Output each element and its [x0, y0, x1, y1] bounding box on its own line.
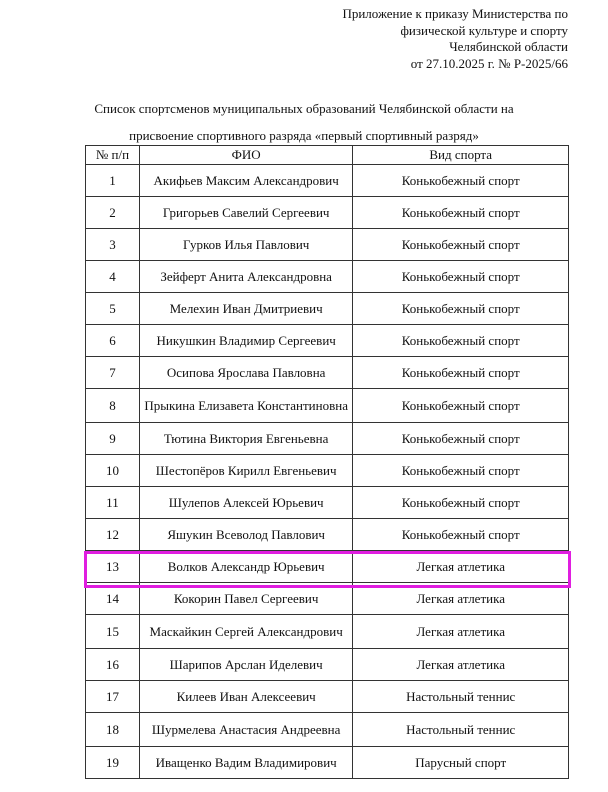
athlete-name: Яшукин Всеволод Павлович — [139, 519, 353, 551]
table-row — [86, 455, 569, 487]
athlete-name: Тютина Виктория Евгеньевна — [139, 423, 353, 455]
athlete-name: Никушкин Владимир Сергеевич — [139, 325, 353, 357]
sport-name: Конькобежный спорт — [353, 487, 569, 519]
athlete-name: Шурмелева Анастасия Андреевна — [139, 713, 353, 747]
order-reference — [342, 6, 568, 72]
document-title-line: присвоение спортивного разряда «первый спортивный разряд» — [129, 128, 479, 143]
sport-name: Конькобежный спорт — [353, 197, 569, 229]
document-title-line: Список спортсменов муниципальных образований Челябинской области на — [94, 101, 514, 116]
athlete-name: Григорьев Савелий Сергеевич — [139, 197, 353, 229]
sport-name: Настольный теннис — [353, 713, 569, 747]
athlete-name: Гурков Илья Павлович — [139, 229, 353, 261]
athlete-name: Шулепов Алексей Юрьевич — [139, 487, 353, 519]
table-row — [86, 747, 569, 779]
document-title — [0, 95, 608, 149]
column-header-sport: Вид спорта — [353, 146, 569, 165]
sport-name: Конькобежный спорт — [353, 293, 569, 325]
order-reference-line: Челябинской области — [449, 39, 568, 54]
table-row — [86, 487, 569, 519]
row-number: 3 — [86, 229, 140, 261]
athlete-name: Мелехин Иван Дмитриевич — [139, 293, 353, 325]
sport-name: Конькобежный спорт — [353, 261, 569, 293]
sport-name: Конькобежный спорт — [353, 455, 569, 487]
row-number: 19 — [86, 747, 140, 779]
sport-name: Конькобежный спорт — [353, 325, 569, 357]
table-row — [86, 197, 569, 229]
row-number: 2 — [86, 197, 140, 229]
row-number: 13 — [86, 551, 140, 583]
sport-name: Настольный теннис — [353, 681, 569, 713]
athlete-name: Иващенко Вадим Владимирович — [139, 747, 353, 779]
sport-name: Конькобежный спорт — [353, 423, 569, 455]
athlete-name: Волков Александр Юрьевич — [139, 551, 353, 583]
sport-name: Легкая атлетика — [353, 551, 569, 583]
sport-name: Конькобежный спорт — [353, 389, 569, 423]
order-reference-line: Приложение к приказу Министерства по — [342, 6, 568, 21]
row-number: 1 — [86, 165, 140, 197]
sport-name: Легкая атлетика — [353, 583, 569, 615]
row-number: 5 — [86, 293, 140, 325]
table-row — [86, 519, 569, 551]
row-number: 10 — [86, 455, 140, 487]
table-row — [86, 261, 569, 293]
row-number: 14 — [86, 583, 140, 615]
sport-name: Конькобежный спорт — [353, 519, 569, 551]
athlete-name: Маскайкин Сергей Александрович — [139, 615, 353, 649]
table-row — [86, 229, 569, 261]
table-row — [86, 293, 569, 325]
table-row — [86, 713, 569, 747]
row-number: 16 — [86, 649, 140, 681]
order-reference-date: от 27.10.2025 г. № Р-2025/66 — [410, 55, 568, 71]
athlete-name: Акифьев Максим Александрович — [139, 165, 353, 197]
table-row — [86, 615, 569, 649]
column-header-name: ФИО — [139, 146, 353, 165]
column-header-number: № п/п — [86, 146, 140, 165]
row-number: 11 — [86, 487, 140, 519]
table-row — [86, 423, 569, 455]
table-row — [86, 357, 569, 389]
row-number: 15 — [86, 615, 140, 649]
order-reference-line: физической культуре и спорту — [400, 22, 568, 38]
row-number: 4 — [86, 261, 140, 293]
sport-name: Парусный спорт — [353, 747, 569, 779]
table-row — [86, 389, 569, 423]
row-number: 6 — [86, 325, 140, 357]
sport-name: Легкая атлетика — [353, 615, 569, 649]
row-number: 9 — [86, 423, 140, 455]
athlete-name: Прыкина Елизавета Константиновна — [139, 389, 353, 423]
athlete-name: Шестопёров Кирилл Евгеньевич — [139, 455, 353, 487]
table-header-row — [86, 146, 569, 165]
row-number: 12 — [86, 519, 140, 551]
sport-name: Конькобежный спорт — [353, 165, 569, 197]
row-number: 7 — [86, 357, 140, 389]
athlete-name: Шарипов Арслан Иделевич — [139, 649, 353, 681]
sport-name: Конькобежный спорт — [353, 229, 569, 261]
athlete-name: Зейферт Анита Александровна — [139, 261, 353, 293]
sport-name: Конькобежный спорт — [353, 357, 569, 389]
athletes-table — [85, 145, 569, 779]
table-row — [86, 649, 569, 681]
athlete-name: Осипова Ярослава Павловна — [139, 357, 353, 389]
table-row — [86, 681, 569, 713]
athlete-name: Килеев Иван Алексеевич — [139, 681, 353, 713]
row-number: 17 — [86, 681, 140, 713]
athlete-name: Кокорин Павел Сергеевич — [139, 583, 353, 615]
row-number: 18 — [86, 713, 140, 747]
table-row — [86, 325, 569, 357]
table-row — [86, 165, 569, 197]
table-row — [86, 583, 569, 615]
row-number: 8 — [86, 389, 140, 423]
sport-name: Легкая атлетика — [353, 649, 569, 681]
table-row — [86, 551, 569, 583]
